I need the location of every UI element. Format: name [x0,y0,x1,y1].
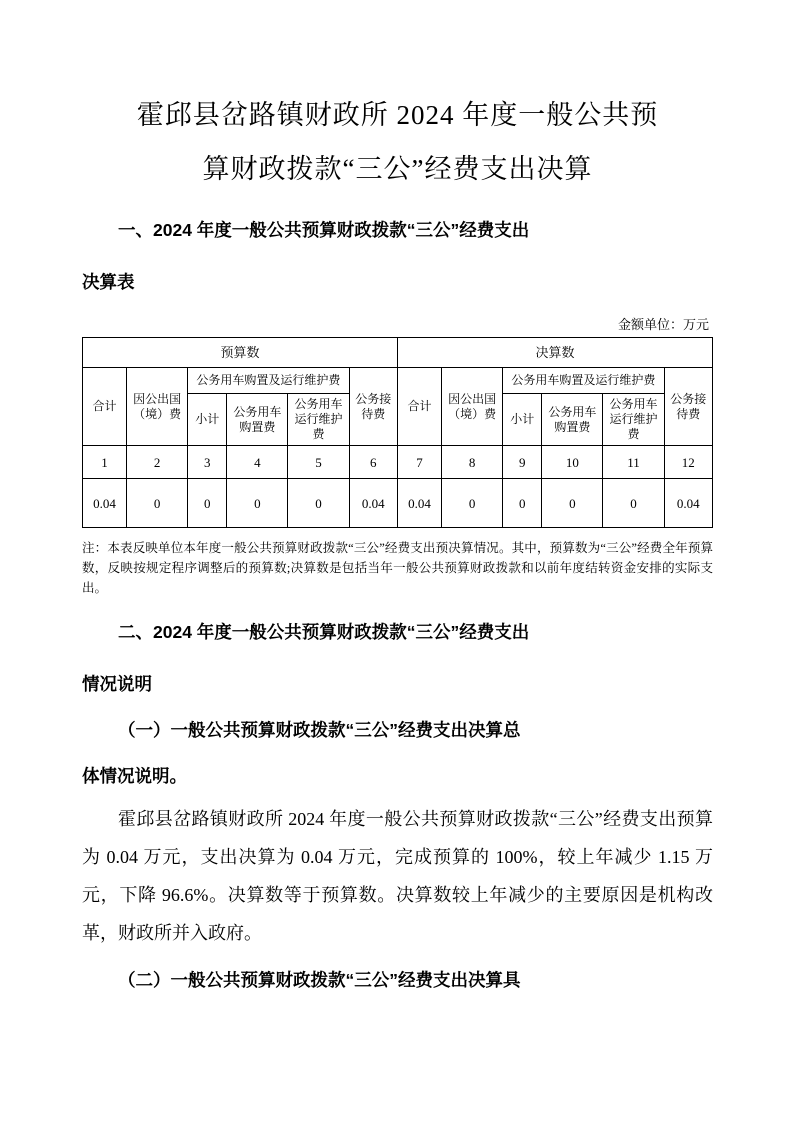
value-cell: 0.04 [349,479,397,528]
value-cell: 0 [127,479,188,528]
page-title-line-2: 算财政拨款“三公”经费支出决算 [202,154,593,184]
header-budget-vehicle-maintain: 公务用车运行维护费 [288,394,349,446]
paragraph-overall-explanation: 霍邱县岔路镇财政所 2024 年度一般公共预算财政拨款“三公”经费支出预算为 0.04 万元，支出决算为 0.04 万元，完成预算的 100%，较上年减少 1.15 万元，下降 96.6%。决算数等于预算数。决算数较上年减少的主要原因是机构改革，财政所并入政府。 [82,809,713,943]
column-number-cell: 6 [349,446,397,479]
header-budget-total: 合计 [83,368,127,446]
section-1-heading-cont [82,264,713,300]
column-number-cell: 11 [603,446,664,479]
table-row-values [83,479,713,528]
column-number-cell: 1 [83,446,127,479]
value-cell: 0 [503,479,542,528]
group-header-budget: 预算数 [83,338,398,368]
column-number-cell: 3 [188,446,227,479]
header-final-vehicle-sub: 小计 [503,394,542,446]
header-budget-vehicle-sub: 小计 [188,394,227,446]
header-final-vehicle-maintain: 公务用车运行维护费 [603,394,664,446]
column-number-cell: 2 [127,446,188,479]
header-final-abroad: 因公出国（境）费 [442,368,503,446]
value-cell: 0 [188,479,227,528]
value-cell: 0 [542,479,603,528]
section-1-heading-line-2: 决算表 [82,272,135,292]
table-note: 注：本表反映单位本年度一般公共预算财政拨款“三公”经费支出预决算情况。其中，预算数为“三公”经费全年预算数，反映按规定程序调整后的预算数;决算数是包括当年一般公共预算财政拨款和以前年度结转资金安排的实际支出。 [82,541,713,595]
header-budget-vehicle-purchase: 公务用车购置费 [227,394,288,446]
value-cell: 0 [288,479,349,528]
subsection-1-heading [82,712,713,748]
subsection-2-heading-line-1: （二）一般公共预算财政拨款“三公”经费支出决算具 [118,970,521,990]
column-number-cell: 10 [542,446,603,479]
amount-unit-label: 金额单位：万元 [617,317,709,332]
value-cell: 0.04 [397,479,441,528]
subsection-1-heading-cont [82,758,713,794]
section-1-heading [82,212,713,248]
value-cell: 0.04 [83,479,127,528]
subsection-1-heading-line-2: 体情况说明。 [82,766,187,786]
value-cell: 0 [227,479,288,528]
subsection-1-heading-line-1: （一）一般公共预算财政拨款“三公”经费支出决算总 [118,720,521,740]
header-final-vehicle-group: 公务用车购置及运行维护费 [503,368,664,394]
page-title [82,88,713,196]
value-cell: 0 [603,479,664,528]
header-final-vehicle-purchase: 公务用车购置费 [542,394,603,446]
header-budget-vehicle-group: 公务用车购置及运行维护费 [188,368,349,394]
column-number-cell: 5 [288,446,349,479]
subsection-2-heading [82,962,713,998]
section-2-heading-cont [82,666,713,702]
header-budget-abroad: 因公出国（境）费 [127,368,188,446]
table-subheader-row-1 [83,368,713,394]
header-final-total: 合计 [397,368,441,446]
group-header-final: 决算数 [397,338,712,368]
column-number-cell: 9 [503,446,542,479]
table-row-column-numbers [83,446,713,479]
table-group-header-row [83,338,713,368]
column-number-cell: 4 [227,446,288,479]
section-2-heading-line-1: 二、2024 年度一般公共预算财政拨款“三公”经费支出 [118,622,530,642]
column-number-cell: 7 [397,446,441,479]
section-2-heading-line-2: 情况说明 [82,674,152,694]
value-cell: 0 [442,479,503,528]
value-cell: 0.04 [664,479,712,528]
section-2-heading [82,614,713,650]
column-number-cell: 8 [442,446,503,479]
column-number-cell: 12 [664,446,712,479]
header-final-reception: 公务接待费 [664,368,712,446]
section-1-heading-line-1: 一、2024 年度一般公共预算财政拨款“三公”经费支出 [118,220,530,240]
page-title-line-1: 霍邱县岔路镇财政所 2024 年度一般公共预 [136,100,659,130]
header-budget-reception: 公务接待费 [349,368,397,446]
three-public-expense-table [82,337,713,528]
